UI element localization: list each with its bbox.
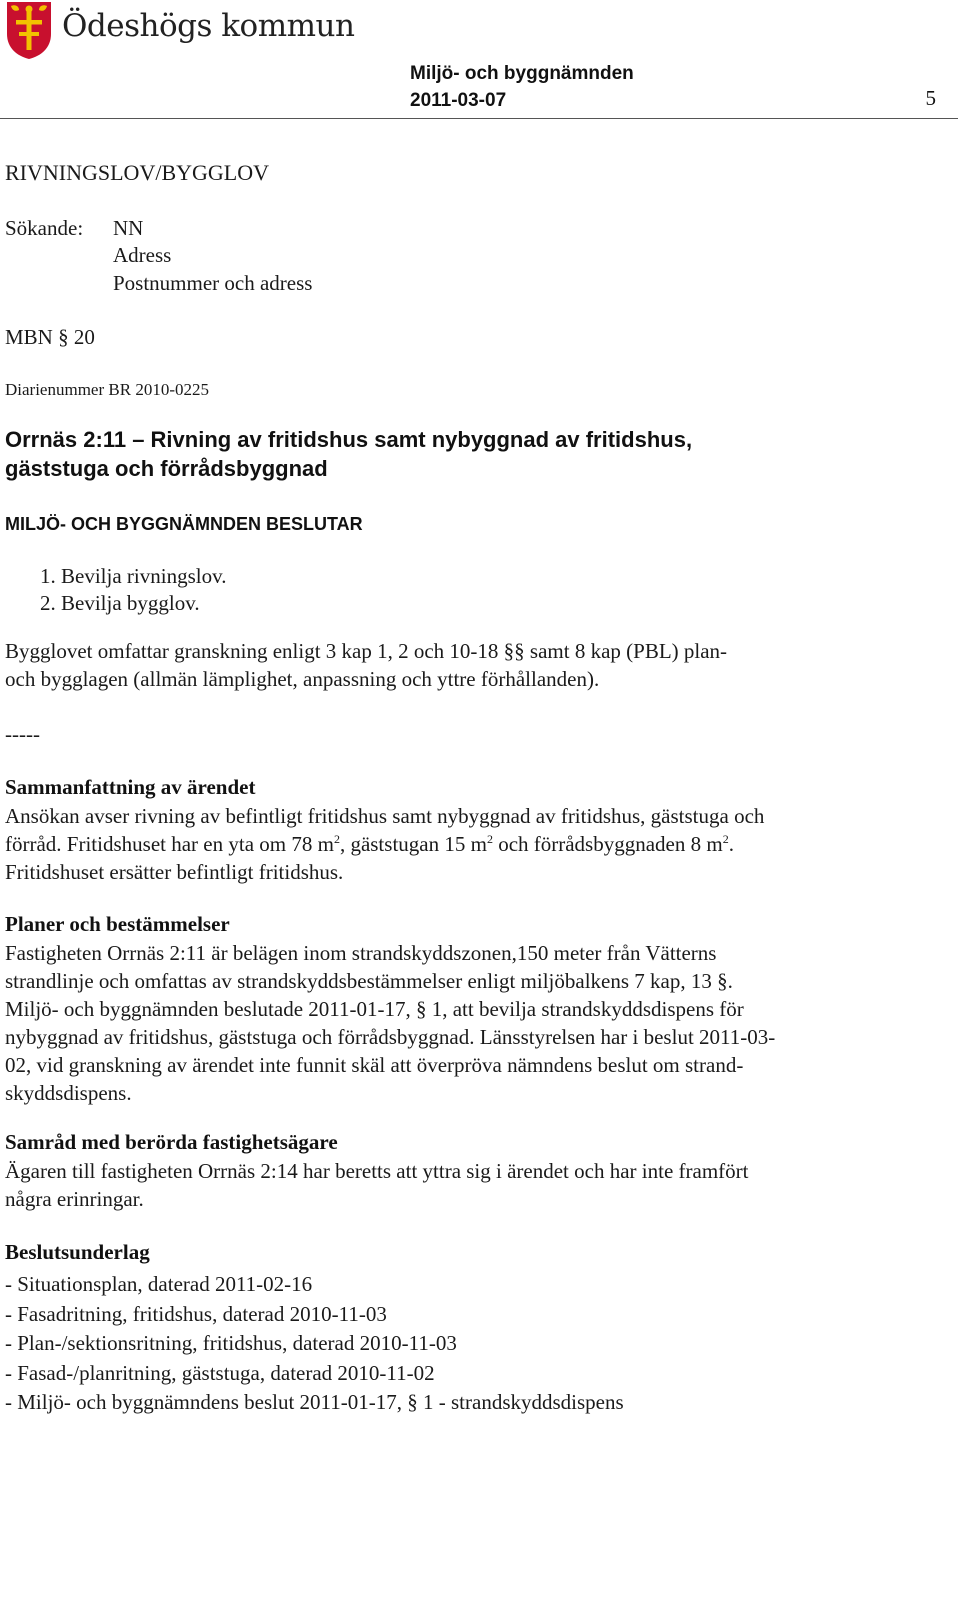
applicant-name: NN (113, 216, 144, 240)
plans-paragraph (5, 939, 895, 1107)
diary-number-row (5, 380, 209, 400)
separator-text: ----- (5, 722, 40, 746)
case-title (5, 425, 692, 483)
meeting-date: 2011-03-07 (410, 90, 507, 111)
summary-text: och förrådsbyggnaden 8 m (492, 832, 723, 856)
applicant-postal: Postnummer och adress (113, 271, 313, 295)
scope-paragraph (5, 637, 895, 693)
basis-item: - Fasad-/planritning, gäststuga, daterad 2010-11-02 (5, 1360, 435, 1385)
case-title-line: Orrnäs 2:11 – Rivning av fritidshus samt nybyggnad av fritidshus, (5, 427, 693, 452)
paragraph-reference: MBN § 20 (5, 325, 95, 349)
plans-line: 02, vid granskning av ärendet inte funnit skäl att överpröva nämndens beslut om strand- (5, 1053, 744, 1077)
consultation-line: några erinringar. (5, 1187, 144, 1211)
plans-line: skyddsdispens. (5, 1081, 132, 1105)
consultation-paragraph (5, 1157, 895, 1213)
basis-item: - Situationsplan, daterad 2011-02-16 (5, 1272, 313, 1296)
consultation-heading: Samråd med berörda fastighetsägare (5, 1130, 338, 1154)
basis-item: - Fasadritning, fritidshus, daterad 2010-11-03 (5, 1301, 387, 1326)
summary-heading: Sammanfattning av ärendet (5, 775, 256, 799)
basis-list (5, 1270, 624, 1418)
superscript: 2 (486, 832, 493, 846)
page-header (0, 0, 960, 122)
header-divider (0, 118, 958, 119)
committee-name: Miljö- och byggnämnden (410, 63, 634, 84)
decision-item: 2. Bevilja bygglov. (40, 591, 200, 615)
case-title-line: gäststuga och förrådsbyggnad (5, 456, 328, 481)
basis-item: - Miljö- och byggnämndens beslut 2011-01-17, § 1 - strandskyddsdispens (5, 1390, 624, 1414)
summary-line: Fritidshuset ersätter befintligt fritidshus. (5, 860, 344, 884)
basis-heading: Beslutsunderlag (5, 1240, 150, 1264)
superscript: 2 (333, 832, 340, 846)
scope-line: Bygglovet omfattar granskning enligt 3 kap 1, 2 och 10-18 §§ samt 8 kap (PBL) plan- (5, 639, 728, 663)
decision-item: 1. Bevilja rivningslov. (40, 564, 227, 588)
summary-line: Ansökan avser rivning av befintligt fritidshus samt nybyggnad av fritidshus, gäststuga och (5, 804, 765, 828)
case-category: RIVNINGSLOV/BYGGLOV (5, 160, 269, 185)
plans-line: nybyggnad av fritidshus, gäststuga och förrådsbyggnad. Länsstyrelsen har i beslut 2011-03- (5, 1025, 776, 1049)
summary-text: förråd. Fritidshuset har en yta om 78 m (5, 832, 334, 856)
superscript: 2 (722, 832, 729, 846)
scope-line: och bygglagen (allmän lämplighet, anpassning och yttre förhållanden). (5, 667, 600, 691)
applicant-address: Adress (113, 243, 172, 267)
applicant-label: Sökande: (5, 216, 84, 240)
summary-line-areas (5, 830, 895, 858)
plans-heading: Planer och bestämmelser (5, 912, 230, 936)
page-number: 5 (925, 86, 936, 110)
consultation-line: Ägaren till fastigheten Orrnäs 2:14 har beretts att yttra sig i ärendet och har inte framfört (5, 1159, 749, 1183)
plans-line: Fastigheten Orrnäs 2:11 är belägen inom strandskyddszonen,150 meter från Vätterns (5, 941, 717, 965)
diary-number: BR 2010-0225 (108, 380, 209, 399)
decision-heading: MILJÖ- OCH BYGGNÄMNDEN BESLUTAR (5, 514, 363, 534)
header-meta (410, 60, 634, 114)
plans-line: strandlinje och omfattas av strandskyddsbestämmelser enligt miljöbalkens 7 kap, 13 §. (5, 969, 733, 993)
summary-text: . (728, 832, 734, 856)
diary-label: Diarienummer (5, 380, 105, 399)
municipality-crest-icon (5, 0, 53, 60)
organization-name: Ödeshögs kommun (62, 8, 355, 44)
summary-text: , gäststugan 15 m (339, 832, 487, 856)
summary-paragraph (5, 802, 895, 886)
plans-line: Miljö- och byggnämnden beslutade 2011-01-17, § 1, att bevilja strandskyddsdispens för (5, 997, 744, 1021)
basis-item: - Plan-/sektionsritning, fritidshus, daterad 2010-11-03 (5, 1331, 457, 1355)
decision-list (40, 563, 226, 617)
